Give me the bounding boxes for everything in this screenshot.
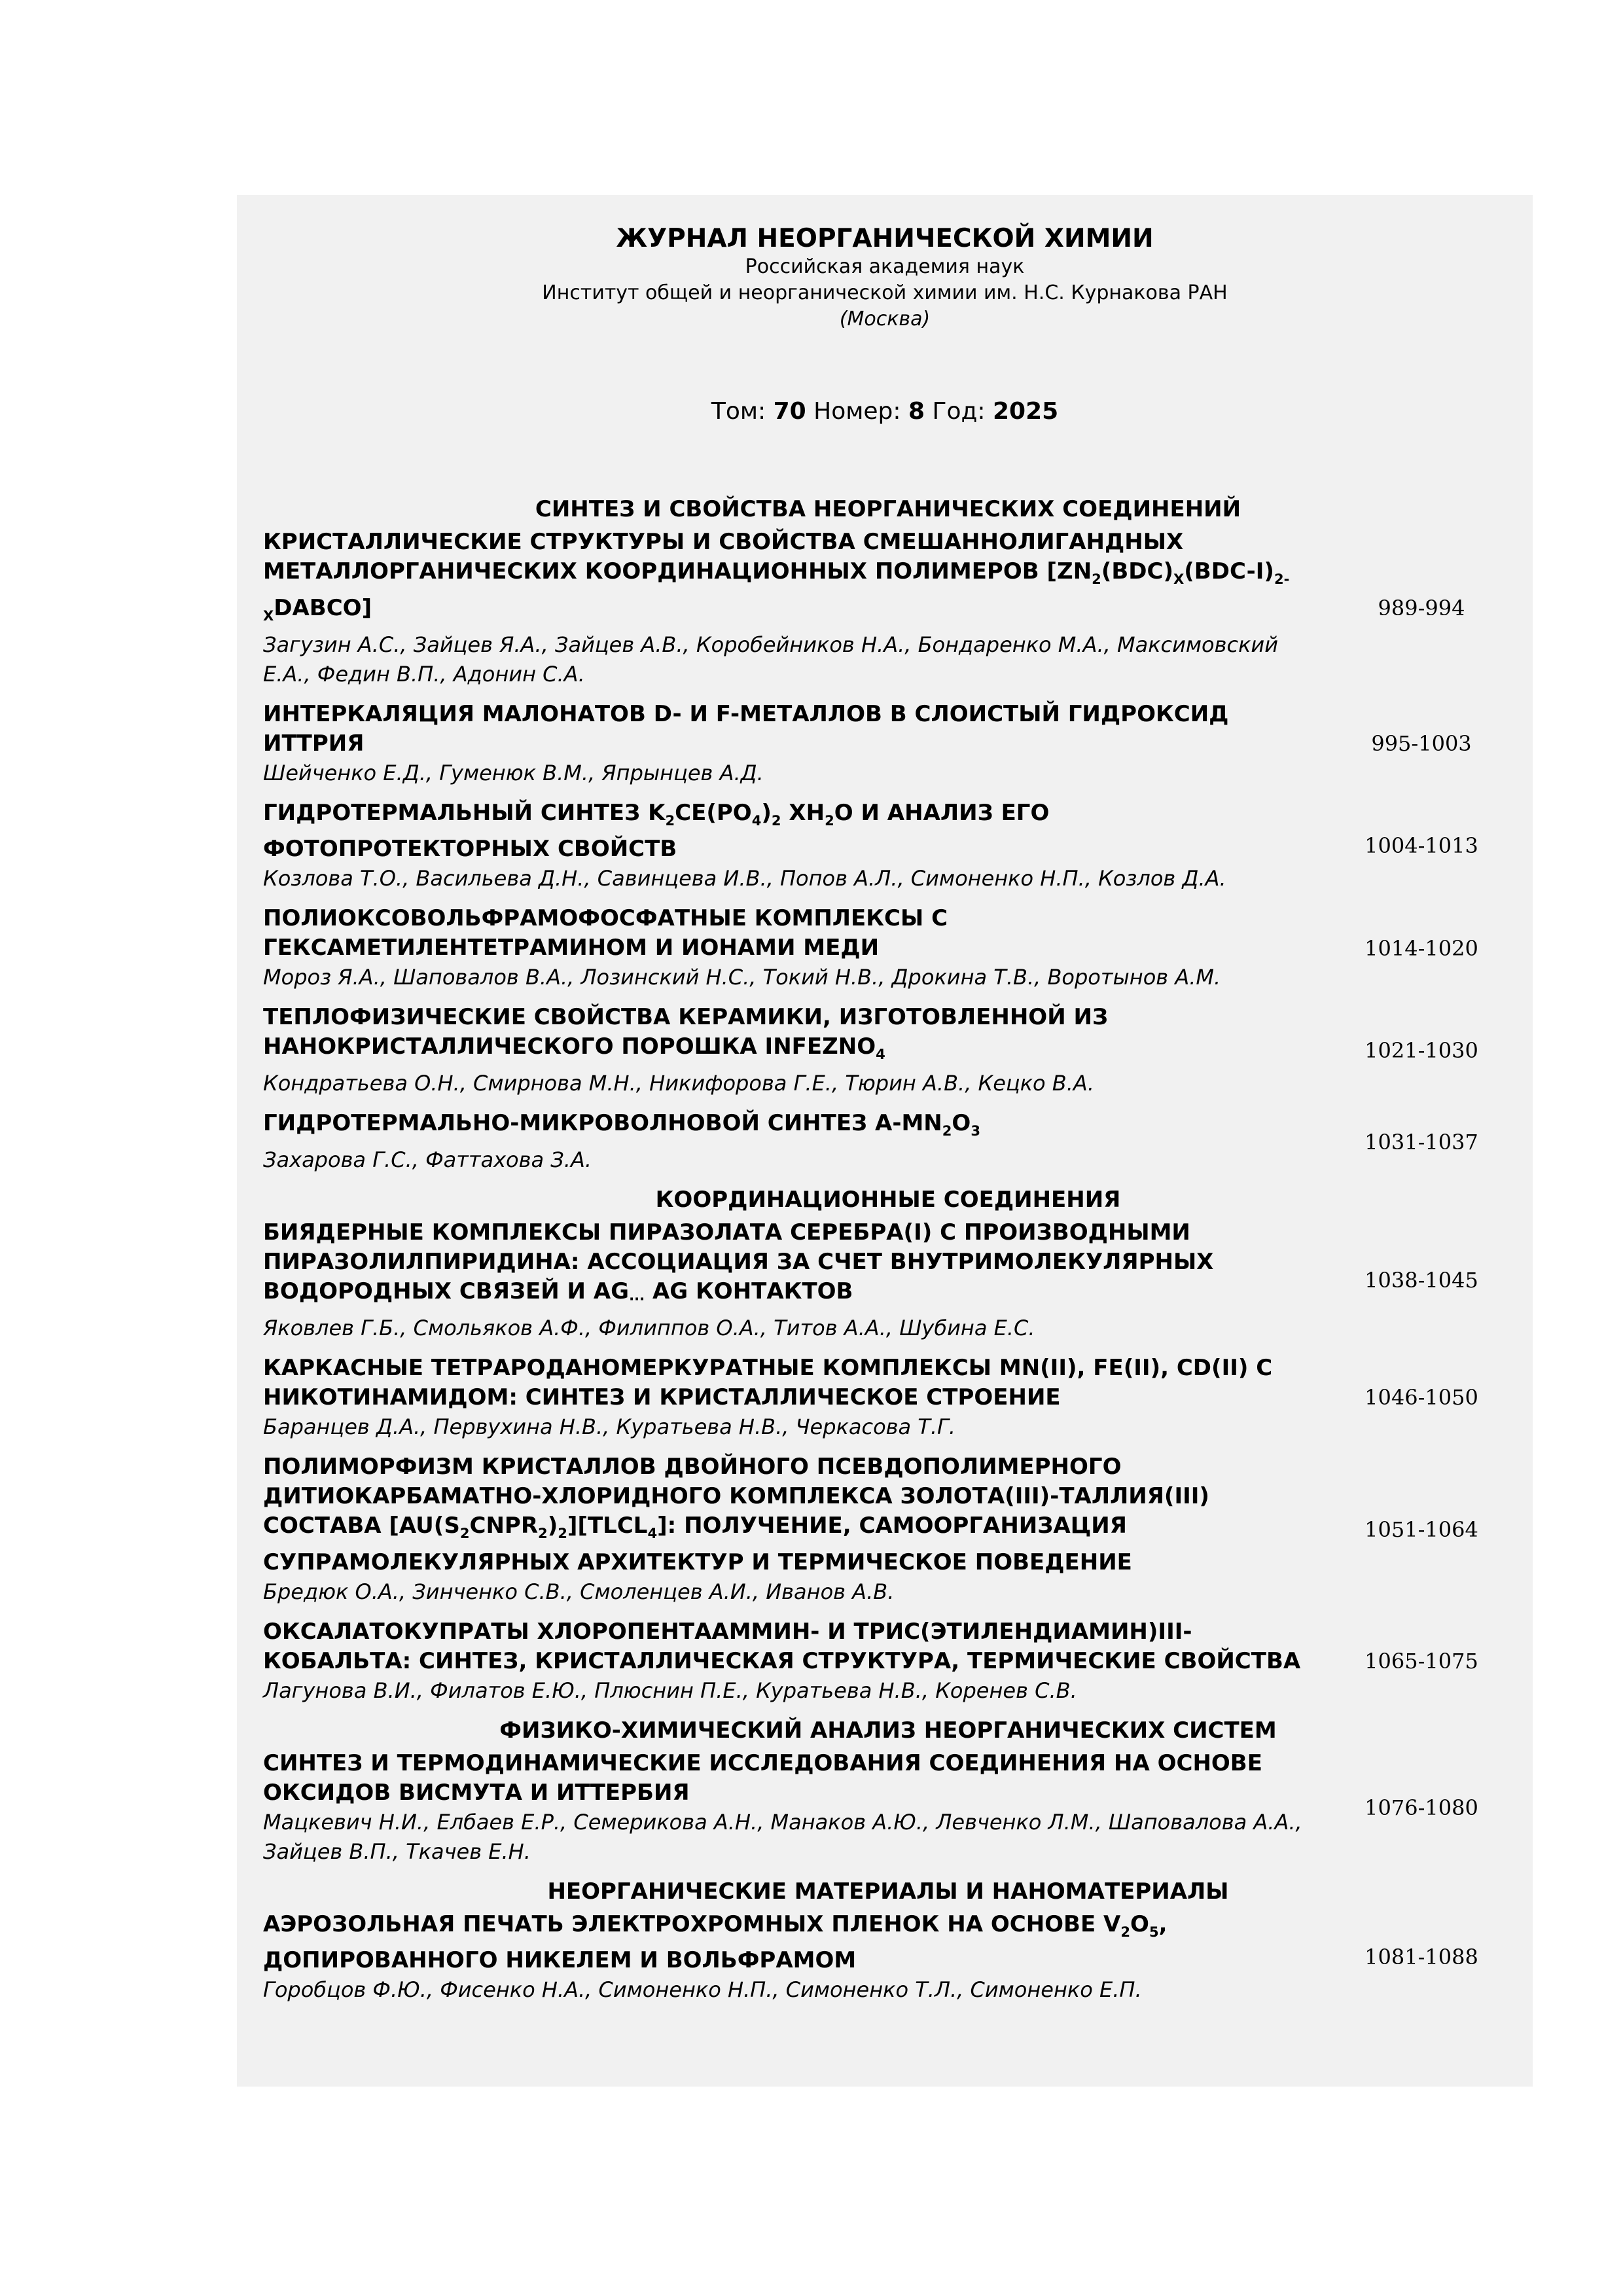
article-pages: 1038-1045 [1364,1268,1478,1293]
article-authors: Захарова Г.С., Фаттахова З.А. [263,1147,592,1172]
article-pages: 1065-1075 [1364,1649,1478,1674]
article-authors: Кондратьева О.Н., Смирнова М.Н., Никифорова Г.Е., Тюрин А.В., Кецко В.А. [263,1071,1094,1096]
article-authors: Бредюк О.А., Зинченко С.В., Смоленцев А.И., Иванов А.В. [263,1579,895,1604]
section-heading: СИНТЕЗ И СВОЙСТВА НЕОРГАНИЧЕСКИХ СОЕДИНЕНИЙ [535,496,1241,522]
article-pages: 995-1003 [1371,731,1472,757]
number-value: 8 [908,398,925,425]
article-authors: Шейченко Е.Д., Гуменюк В.М., Япрынцев А.Д. [263,760,764,785]
title-text: ПОЛИОКСОВОЛЬФРАМОФОСФАТНЫЕ КОМПЛЕКСЫ С ГЕКСАМЕТИЛЕНТЕТРАМИНОМ И ИОНАМИ МЕДИ [263,905,948,961]
article-pages: 1081-1088 [1364,1945,1478,1970]
title-text: ГИДРОТЕРМАЛЬНО-МИКРОВОЛНОВОЙ СИНТЕЗ Α-MN [263,1110,942,1137]
title-text: ) [761,799,772,826]
article-title [263,700,1330,759]
article-title [263,904,1330,963]
article-pages: 1051-1064 [1364,1516,1478,1542]
article-title [263,1910,1330,1976]
title-text: O [1130,1910,1149,1937]
article-entry [263,798,1513,894]
article-title [263,798,1330,865]
article-title [263,1003,1330,1069]
article-pages: 1014-1020 [1364,935,1478,961]
table-of-contents [263,495,1513,2015]
article-entry [263,1218,1513,1343]
article-authors: Баранцев Д.А., Первухина Н.В., Куратьева Н.В., Черкасова Т.Г. [263,1414,955,1439]
article-authors: Лагунова В.И., Филатов Е.Ю., Плюснин П.Е., Куратьева Н.В., Коренев С.В. [263,1677,1077,1703]
title-text: ) [547,1512,558,1539]
title-subscript: 2-X [263,570,1290,624]
title-subscript: 2 [771,812,781,829]
title-text: ТЕПЛОФИЗИЧЕСКИЕ СВОЙСТВА КЕРАМИКИ, ИЗГОТОВЛЕННОЙ ИЗ НАНОКРИСТАЛЛИЧЕСКОГО ПОРОШКА INFEZNO [263,1004,1109,1060]
title-text: CNPR [469,1512,539,1539]
title-subscript: 2 [1120,1923,1131,1940]
article-entry [263,1910,1513,2005]
year-value: 2025 [992,398,1059,425]
article-authors: Козлова Т.О., Васильева Д.Н., Савинцева И.В., Попов А.Л., Симоненко Н.П., Козлов Д.А. [263,866,1226,891]
title-text: КРИСТАЛЛИЧЕСКИЕ СТРУКТУРЫ И СВОЙСТВА СМЕШАННОЛИГАНДНЫХ МЕТАЛЛОРГАНИЧЕСКИХ КООРДИНАЦИОННЫХ ПОЛИМЕРОВ [ZN [263,529,1184,584]
title-text: O [952,1110,971,1137]
title-subscript: 4 [876,1046,885,1063]
article-pages: 989-994 [1378,596,1465,621]
title-text: DABCO] [274,594,372,621]
article-title [263,1749,1330,1808]
title-text: , ДОПИРОВАННОГО НИКЕЛЕМ И ВОЛЬФРАМОМ [263,1910,1168,1974]
title-text: КАРКАСНЫЕ ТЕТРАРОДАНОМЕРКУРАТНЫЕ КОМПЛЕКСЫ MN(II), FE(II), CD(II) С НИКОТИНАМИДОМ: СИНТЕЗ И КРИСТАЛЛИЧЕСКОЕ СТРОЕНИЕ [263,1354,1273,1410]
section-heading: ФИЗИКО-ХИМИЧЕСКИЙ АНАЛИЗ НЕОРГАНИЧЕСКИХ СИСТЕМ [499,1717,1277,1744]
title-text: ПОЛИМОРФИЗМ КРИСТАЛЛОВ ДВОЙНОГО ПСЕВДОПОЛИМЕРНОГО ДИТИОКАРБАМАТНО-ХЛОРИДНОГО КОМПЛЕКСА ЗОЛОТА(III)-ТАЛЛИЯ(III) СОСТАВА [AU(S [263,1453,1209,1539]
article-entry [263,1749,1513,1867]
article-pages: 1031-1037 [1364,1129,1478,1155]
section-heading: КООРДИНАЦИОННЫЕ СОЕДИНЕНИЯ [655,1186,1121,1213]
article-title [263,528,1330,630]
article-authors: Горобцов Ф.Ю., Фисенко Н.А., Симоненко Н.П., Симоненко Т.Л., Симоненко Е.П. [263,1977,1142,2003]
title-text: ГИДРОТЕРМАЛЬНЫЙ СИНТЕЗ K [263,799,666,826]
title-subscript: 2 [942,1122,952,1139]
number-label: Номер: [813,398,901,425]
issue-info [237,398,1533,425]
title-text: АЭРОЗОЛЬНАЯ ПЕЧАТЬ ЭЛЕКТРОХРОМНЫХ ПЛЕНОК НА ОСНОВЕ V [263,1910,1121,1937]
article-authors: Яковлев Г.Б., Смольяков А.Ф., Филиппов О.А., Титов А.А., Шубина Е.С. [263,1315,1035,1340]
volume-label: Том: [711,398,766,425]
title-text: AG КОНТАКТОВ [645,1278,853,1304]
title-text: CE(PO [675,799,752,826]
title-subscript: 2 [558,1524,567,1541]
article-pages: 1021-1030 [1364,1038,1478,1064]
title-text: O И АНАЛИЗ ЕГО ФОТОПРОТЕКТОРНЫХ СВОЙСТВ [263,799,1050,863]
section-heading: НЕОРГАНИЧЕСКИЕ МАТЕРИАЛЫ И НАНОМАТЕРИАЛЫ [547,1878,1229,1905]
article-pages: 1076-1080 [1364,1795,1478,1820]
title-subscript: 2 [665,812,675,829]
article-pages: 1004-1013 [1364,833,1478,859]
title-subscript: 2 [1092,570,1101,587]
article-entry [263,1452,1513,1607]
year-label: Год: [932,398,986,425]
journal-title: ЖУРНАЛ НЕОРГАНИЧЕСКОЙ ХИМИИ [616,224,1154,253]
title-text: (BDC) [1101,558,1173,584]
article-title [263,1617,1330,1676]
title-text: ]: ПОЛУЧЕНИЕ, САМООРГАНИЗАЦИЯ СУПРАМОЛЕКУЛЯРНЫХ АРХИТЕКТУР И ТЕРМИЧЕСКОЕ ПОВЕДЕНИЕ [263,1512,1132,1575]
title-text: (BDC-I) [1184,558,1274,584]
article-entry [263,1617,1513,1706]
title-subscript: 2 [538,1524,548,1541]
article-authors: Мацкевич Н.И., Елбаев Е.Р., Семерикова А.Н., Манаков А.Ю., Левченко Л.М., Шаповалова А.А., Зайцев В.П., Ткачев Е.Н. [263,1809,1302,1864]
article-title [263,1218,1330,1314]
article-entry [263,700,1513,788]
title-text: ][TLCL [567,1512,648,1539]
article-entry [263,1003,1513,1098]
journal-academy: Российская академия наук [745,255,1025,278]
title-subscript: 2 [825,812,834,829]
article-title [263,1354,1330,1412]
article-title [263,1109,1330,1145]
article-pages: 1046-1050 [1364,1385,1478,1410]
title-text: БИЯДЕРНЫЕ КОМПЛЕКСЫ ПИРАЗОЛАТА СЕРЕБРА(I) С ПРОИЗВОДНЫМИ ПИРАЗОЛИЛПИРИДИНА: АССОЦИАЦИЯ ЗА СЧЕТ ВНУТРИМОЛЕКУЛЯРНЫХ ВОДОРОДНЫХ СВЯЗЕЙ И AG [263,1219,1214,1304]
title-subscript: 3 [971,1122,980,1139]
title-text: ИНТЕРКАЛЯЦИЯ МАЛОНАТОВ D- И F-МЕТАЛЛОВ В СЛОИСТЫЙ ГИДРОКСИД ИТТРИЯ [263,700,1229,757]
title-text: СИНТЕЗ И ТЕРМОДИНАМИЧЕСКИЕ ИССЛЕДОВАНИЯ СОЕДИНЕНИЯ НА ОСНОВЕ ОКСИДОВ ВИСМУТА И ИТТЕРБИЯ [263,1749,1262,1806]
volume-value: 70 [773,398,806,425]
article-title [263,1452,1330,1577]
title-subscript: 2 [459,1524,470,1541]
article-authors: Загузин А.С., Зайцев Я.А., Зайцев А.В., Коробейников Н.А., Бондаренко М.А., Максимовский Е.А., Федин В.П., Адонин С.А. [263,632,1278,687]
toc-page [237,195,1533,2087]
title-subscript: X [1173,570,1185,587]
title-subscript: 4 [751,812,762,829]
journal-city: (Москва) [839,308,931,331]
title-subscript: ··· [629,1290,645,1307]
title-subscript: 5 [1149,1923,1159,1940]
journal-institute: Институт общей и неорганической химии им. Н.С. Курнакова РАН [542,281,1228,304]
article-entry [263,528,1513,689]
article-authors: Мороз Я.А., Шаповалов В.А., Лозинский Н.С., Токий Н.В., Дрокина Т.В., Воротынов А.М. [263,965,1221,990]
title-text: ОКСАЛАТОКУПРАТЫ ХЛОРОПЕНТААММИН- И ТРИС(ЭТИЛЕНДИАМИН)III-КОБАЛЬТА: СИНТЕЗ, КРИСТАЛЛИЧЕСКАЯ СТРУКТУРА, ТЕРМИЧЕСКИЕ СВОЙСТВА [263,1618,1301,1674]
title-text: XH [781,799,825,826]
article-entry [263,1109,1513,1175]
article-entry [263,904,1513,992]
article-entry [263,1354,1513,1442]
title-subscript: 4 [647,1524,658,1541]
